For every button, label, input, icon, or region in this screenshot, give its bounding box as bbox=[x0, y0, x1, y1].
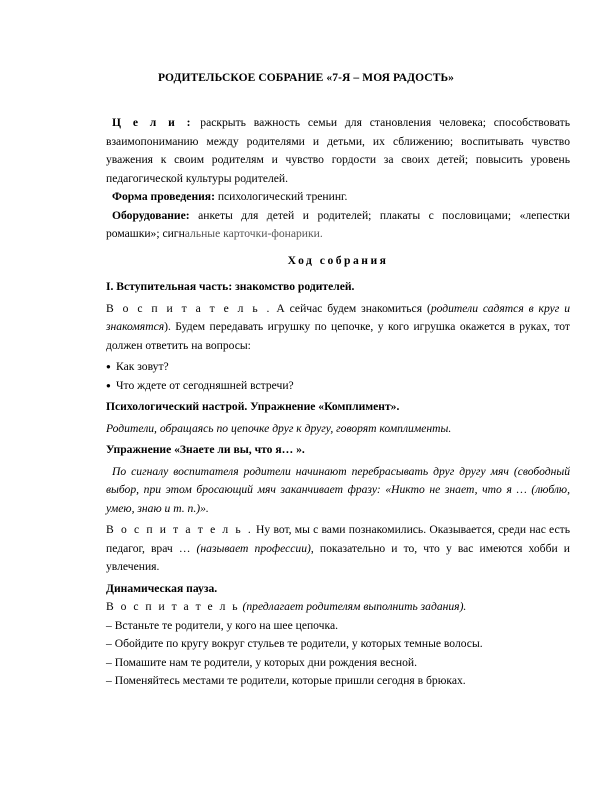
educator-label: В о с п и т а т е л ь . bbox=[106, 301, 272, 315]
goals-paragraph bbox=[106, 114, 570, 188]
know-heading: Упражнение «Знаете ли вы, что я… ». bbox=[106, 443, 305, 456]
bullet-item bbox=[106, 358, 570, 377]
bullet-icon: ● bbox=[106, 380, 111, 390]
page-title: РОДИТЕЛЬСКОЕ СОБРАНИЕ «7-Я – МОЯ РАДОСТЬ» bbox=[157, 72, 455, 84]
pause-item: – Поменяйтесь местами те родители, которые пришли сегодня в брюках. bbox=[106, 674, 466, 687]
psy-heading: Психологический настрой. Упражнение «Комплимент». bbox=[106, 400, 400, 413]
bullet-text: Как зовут? bbox=[116, 360, 169, 373]
equipment-text: анкеты для детей и родителей; плакаты с пословицами; «лепестки ромашки»; сигн bbox=[106, 208, 570, 240]
educator-label: В о с п и т а т е л ь bbox=[106, 600, 240, 613]
pause-item: – Обойдите по кругу вокруг стульев те родители, у которых темные волосы. bbox=[106, 637, 483, 650]
para2-italic: (называет профессии) bbox=[196, 541, 311, 555]
para2-text1: Ну вот, мы с вами познакомились. Оказывается, среди нас есть педагог, врач … bbox=[106, 523, 570, 555]
pause-item: – Помашите нам те родители, у которых дни рождения весной. bbox=[106, 655, 418, 669]
form-paragraph bbox=[106, 188, 570, 207]
para1-italic: родители садятся в круг и знакомятся bbox=[106, 301, 570, 333]
pause-intro bbox=[106, 598, 570, 617]
goals-label: Ц е л и : bbox=[112, 116, 193, 129]
meeting-heading: Ход собрания bbox=[287, 253, 389, 267]
goals-text: раскрыть важность семьи для становления человека; способствовать взаимопониманию между родителями и детьми, их сближению; воспитывать чувство уважения к своим родителям и чувство гордости за своих детей; повысить уровень педагогической культуры родителей. bbox=[106, 116, 570, 185]
section1-heading: I. Вступительная часть: знакомство родителей. bbox=[106, 280, 355, 293]
para2 bbox=[106, 521, 570, 577]
educator-label: В о с п и т а т е л ь . bbox=[106, 523, 253, 536]
document-body bbox=[106, 114, 570, 691]
pause-italic: (предлагает родителям выполнить задания). bbox=[242, 600, 467, 613]
para1-text2: ). Будем передавать игрушку по цепочке, у кого игрушка окажется в руках, тот должен ответить на вопросы: bbox=[106, 320, 570, 352]
equipment-label: Оборудование: bbox=[112, 208, 190, 222]
bullet-item bbox=[106, 377, 570, 396]
para1 bbox=[106, 300, 570, 356]
psy-italic: Родители, обращаясь по цепочке друг к другу, говорят комплименты. bbox=[106, 421, 452, 435]
equipment-text-gray: альные карточки-фонарики. bbox=[184, 227, 323, 240]
know-italic: По сигналу воспитателя родители начинают перебрасывать друг другу мяч (свободный выбор, при этом бросающий мяч заканчивает фразу: «Никто не знает, что я … (люблю, умею, знаю и т. п.)». bbox=[106, 464, 570, 515]
pause-heading: Динамическая пауза. bbox=[106, 581, 218, 595]
pause-item: – Встаньте те родители, у кого на шее цепочка. bbox=[106, 618, 339, 632]
equipment-paragraph bbox=[106, 207, 570, 244]
para2-text2: , показательно и то, что у вас имеются хобби и увлечения. bbox=[106, 541, 570, 573]
bullet-text: Что ждете от сегодняшней встречи? bbox=[116, 378, 294, 392]
form-label: Форма проведения: bbox=[112, 190, 215, 203]
para1-text1: А сейчас будем знакомиться ( bbox=[271, 301, 431, 315]
bullet-icon: ● bbox=[106, 362, 111, 371]
form-text: психологический тренинг. bbox=[214, 190, 348, 203]
